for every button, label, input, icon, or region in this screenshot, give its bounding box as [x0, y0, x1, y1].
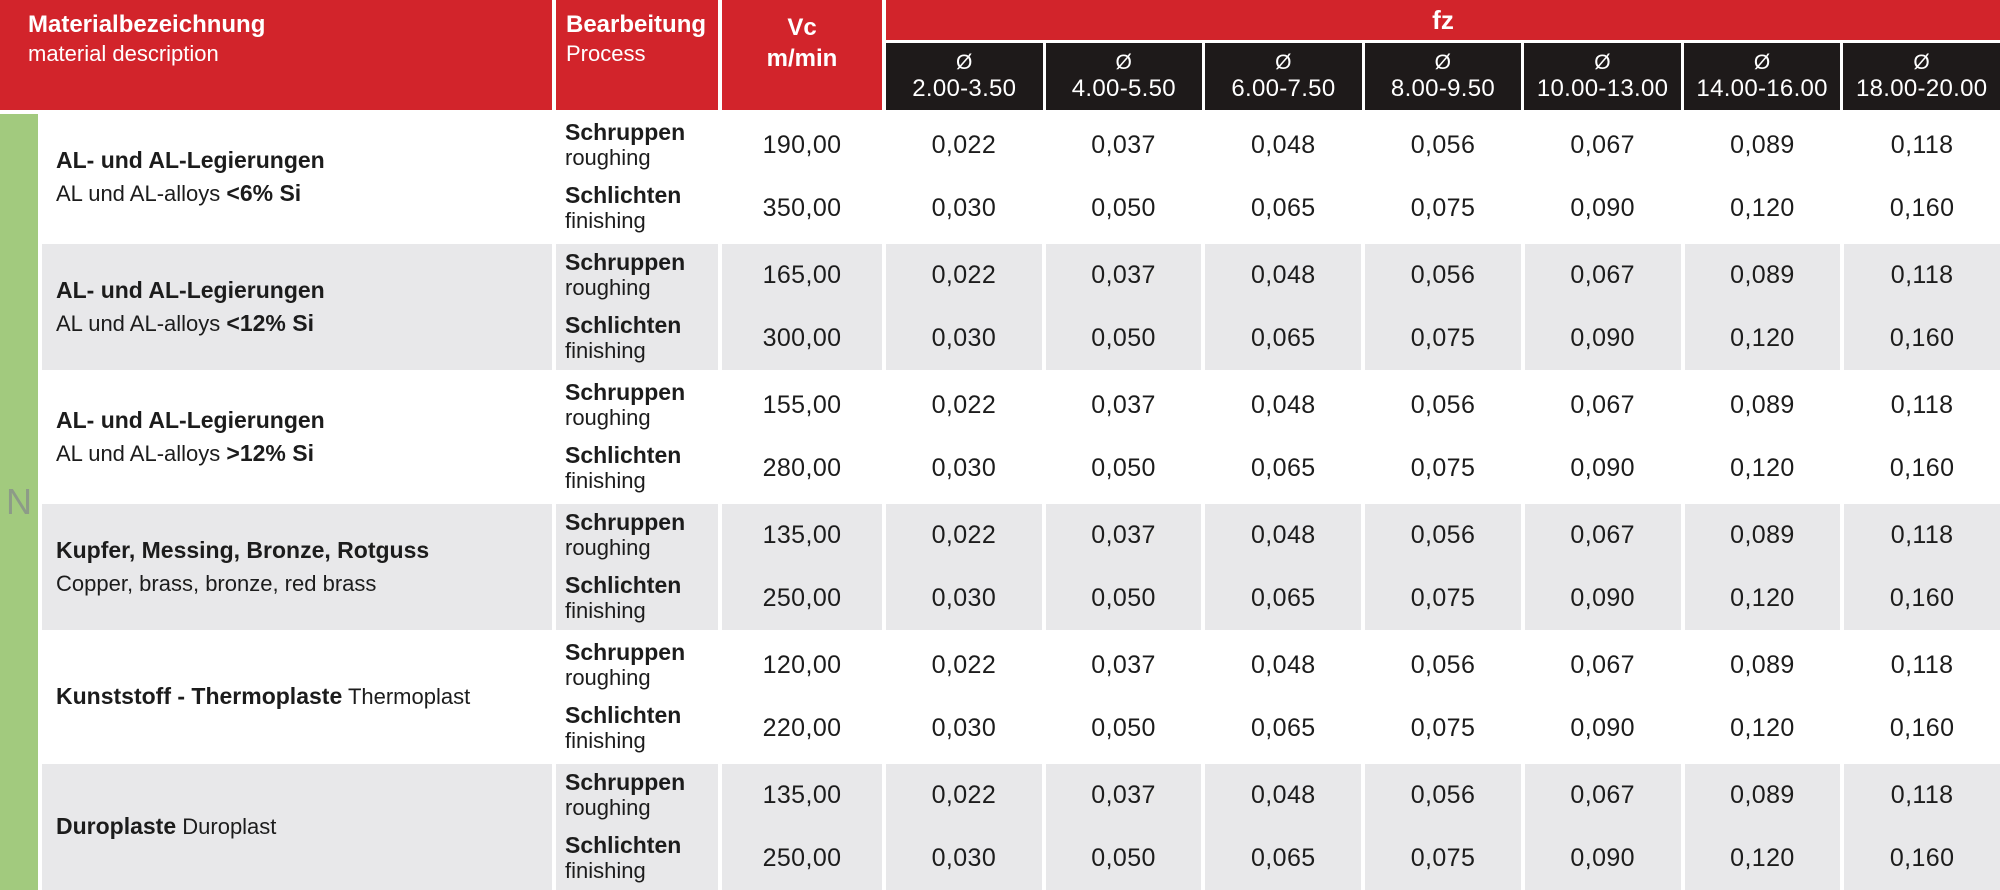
fz-value: 0,089 — [1685, 764, 1841, 827]
diameter-range: 8.00-9.50 — [1390, 74, 1496, 102]
material-header-de: Materialbezeichnung — [28, 11, 266, 38]
diameter-header — [1843, 43, 2000, 110]
fz-value: 0,037 — [1046, 504, 1202, 567]
process-name-en: finishing — [565, 728, 646, 754]
fz-value: 0,065 — [1205, 177, 1361, 240]
iso-group-letter: N — [6, 481, 32, 522]
vc-value: 220,00 — [722, 697, 882, 760]
fz-value: 0,048 — [1205, 764, 1361, 827]
fz-value: 0,118 — [1844, 764, 2000, 827]
fz-value: 0,160 — [1844, 697, 2000, 760]
process-name-de: Schruppen — [565, 639, 686, 666]
material-column-header — [0, 0, 552, 110]
vc-value: 135,00 — [722, 764, 882, 827]
fz-value: 0,056 — [1365, 114, 1521, 177]
fz-value: 0,075 — [1365, 827, 1521, 890]
vc-value: 190,00 — [722, 114, 882, 177]
material-blocks — [42, 114, 2000, 890]
fz-value: 0,160 — [1844, 437, 2000, 500]
process-name-de: Schlichten — [565, 832, 682, 859]
process-cell — [556, 177, 718, 240]
process-name-de: Schlichten — [565, 312, 682, 339]
fz-value: 0,065 — [1205, 437, 1361, 500]
process-name-de: Schruppen — [565, 249, 686, 276]
fz-value: 0,067 — [1525, 244, 1681, 307]
fz-value: 0,075 — [1365, 697, 1521, 760]
fz-value: 0,030 — [886, 177, 1042, 240]
fz-value: 0,030 — [886, 437, 1042, 500]
vc-value: 300,00 — [722, 307, 882, 370]
iso-group-bar — [0, 114, 38, 890]
fz-value: 0,065 — [1205, 697, 1361, 760]
fz-value: 0,067 — [1525, 504, 1681, 567]
material-name-line2: AL und AL-alloys <6% Si — [56, 180, 302, 206]
fz-value: 0,067 — [1525, 634, 1681, 697]
fz-value: 0,089 — [1685, 504, 1841, 567]
diameter-icon: Ø — [1275, 50, 1292, 74]
fz-value: 0,037 — [1046, 634, 1202, 697]
material-name-line1: Duroplaste Duroplast — [56, 813, 277, 840]
process-name-en: roughing — [565, 665, 651, 691]
diameter-header — [1205, 43, 1362, 110]
material-cell — [42, 504, 552, 630]
diameter-header-row — [886, 40, 2000, 110]
fz-value: 0,056 — [1365, 504, 1521, 567]
fz-value: 0,050 — [1046, 177, 1202, 240]
vc-value: 165,00 — [722, 244, 882, 307]
process-name-en: roughing — [565, 405, 651, 431]
fz-value: 0,118 — [1844, 244, 2000, 307]
vc-value: 250,00 — [722, 567, 882, 630]
process-name-de: Schruppen — [565, 509, 686, 536]
fz-value: 0,022 — [886, 114, 1042, 177]
diameter-icon: Ø — [1753, 50, 1771, 74]
fz-value: 0,090 — [1525, 827, 1681, 890]
material-name-line2: AL und AL-alloys <12% Si — [56, 310, 314, 336]
material-cell — [42, 374, 552, 500]
diameter-icon: Ø — [1594, 50, 1611, 74]
process-name-de: Schlichten — [565, 702, 682, 729]
fz-value: 0,089 — [1685, 244, 1841, 307]
fz-value: 0,056 — [1365, 764, 1521, 827]
fz-value: 0,067 — [1525, 764, 1681, 827]
fz-column-group-header — [886, 0, 2000, 110]
fz-value: 0,067 — [1525, 114, 1681, 177]
diameter-header — [1524, 43, 1681, 110]
fz-value: 0,120 — [1685, 437, 1841, 500]
fz-value: 0,048 — [1205, 114, 1361, 177]
material-name-line1: AL- und AL-Legierungen — [56, 406, 325, 433]
fz-value: 0,067 — [1525, 374, 1681, 437]
material-name-line1: Kupfer, Messing, Bronze, Rotguss — [56, 536, 430, 563]
process-header-en: Process — [566, 41, 646, 66]
fz-value: 0,030 — [886, 567, 1042, 630]
process-name-en: roughing — [565, 145, 651, 171]
material-name-line1: AL- und AL-Legierungen — [56, 276, 325, 303]
table-row — [42, 764, 2000, 890]
fz-value: 0,075 — [1365, 177, 1521, 240]
vc-value: 120,00 — [722, 634, 882, 697]
diameter-icon: Ø — [1434, 50, 1452, 74]
diameter-header — [1684, 43, 1841, 110]
vc-value: 250,00 — [722, 827, 882, 890]
fz-value: 0,065 — [1205, 307, 1361, 370]
diameter-range: 14.00-16.00 — [1696, 74, 1828, 102]
material-name-line2: Copper, brass, bronze, red brass — [56, 571, 377, 596]
table-row — [42, 634, 2000, 760]
fz-value: 0,160 — [1844, 307, 2000, 370]
diameter-icon: Ø — [955, 50, 973, 74]
vc-header-unit: m/min — [766, 45, 838, 73]
diameter-range: 10.00-13.00 — [1536, 74, 1669, 102]
fz-value: 0,090 — [1525, 307, 1681, 370]
process-name-de: Schlichten — [565, 182, 682, 209]
diameter-range: 18.00-20.00 — [1855, 74, 1988, 102]
fz-value: 0,050 — [1046, 827, 1202, 890]
vc-header-symbol: Vc — [787, 14, 817, 41]
diameter-icon: Ø — [1115, 50, 1133, 74]
fz-value: 0,030 — [886, 307, 1042, 370]
diameter-range: 6.00-7.50 — [1231, 74, 1336, 102]
fz-value: 0,075 — [1365, 437, 1521, 500]
process-name-en: roughing — [565, 795, 651, 821]
fz-value: 0,120 — [1685, 697, 1841, 760]
fz-value: 0,037 — [1046, 244, 1202, 307]
fz-value: 0,090 — [1525, 177, 1681, 240]
fz-value: 0,120 — [1685, 827, 1841, 890]
diameter-header — [886, 43, 1043, 110]
fz-value: 0,048 — [1205, 244, 1361, 307]
fz-value: 0,048 — [1205, 374, 1361, 437]
process-name-en: roughing — [565, 535, 651, 561]
fz-value: 0,118 — [1844, 374, 2000, 437]
process-column-header — [556, 0, 718, 110]
fz-value: 0,056 — [1365, 374, 1521, 437]
fz-header-label: fz — [1432, 4, 1454, 35]
process-cell — [556, 634, 718, 697]
fz-value: 0,118 — [1844, 114, 2000, 177]
fz-value: 0,022 — [886, 504, 1042, 567]
fz-value: 0,089 — [1685, 634, 1841, 697]
material-name-line1: AL- und AL-Legierungen — [56, 146, 325, 173]
material-name-line1: Kunststoff - Thermoplaste Thermoplast — [56, 683, 471, 710]
fz-value: 0,120 — [1685, 177, 1841, 240]
process-name-de: Schruppen — [565, 379, 686, 406]
fz-value: 0,089 — [1685, 374, 1841, 437]
process-name-de: Schruppen — [565, 769, 686, 796]
diameter-header — [1365, 43, 1522, 110]
process-name-en: roughing — [565, 275, 651, 301]
material-cell — [42, 634, 552, 760]
fz-value: 0,090 — [1525, 697, 1681, 760]
process-cell — [556, 827, 718, 890]
fz-value: 0,022 — [886, 764, 1042, 827]
material-name-line2: AL und AL-alloys >12% Si — [56, 440, 314, 466]
table-row — [42, 374, 2000, 500]
fz-value: 0,120 — [1685, 307, 1841, 370]
vc-value: 350,00 — [722, 177, 882, 240]
fz-value: 0,056 — [1365, 244, 1521, 307]
fz-value: 0,090 — [1525, 437, 1681, 500]
fz-value: 0,030 — [886, 697, 1042, 760]
process-name-en: finishing — [565, 208, 646, 234]
table-body — [0, 114, 2000, 890]
fz-value: 0,037 — [1046, 114, 1202, 177]
fz-value: 0,050 — [1046, 307, 1202, 370]
process-name-de: Schlichten — [565, 572, 682, 599]
vc-column-header — [722, 0, 882, 110]
fz-value: 0,037 — [1046, 374, 1202, 437]
fz-value: 0,075 — [1365, 307, 1521, 370]
fz-value: 0,065 — [1205, 827, 1361, 890]
process-name-en: finishing — [565, 598, 646, 624]
fz-value: 0,048 — [1205, 504, 1361, 567]
process-cell — [556, 437, 718, 500]
fz-value: 0,065 — [1205, 567, 1361, 630]
vc-value: 135,00 — [722, 504, 882, 567]
process-header-de: Bearbeitung — [566, 11, 707, 38]
process-name-en: finishing — [565, 858, 646, 884]
process-cell — [556, 244, 718, 307]
diameter-range: 2.00-3.50 — [912, 74, 1017, 102]
fz-value: 0,030 — [886, 827, 1042, 890]
material-cell — [42, 764, 552, 890]
vc-value: 155,00 — [722, 374, 882, 437]
process-name-de: Schlichten — [565, 442, 682, 469]
table-header — [0, 0, 2000, 110]
fz-value: 0,022 — [886, 634, 1042, 697]
material-cell — [42, 244, 552, 370]
table-row — [42, 244, 2000, 370]
material-cell — [42, 114, 552, 240]
fz-value: 0,056 — [1365, 634, 1521, 697]
process-cell — [556, 114, 718, 177]
diameter-range: 4.00-5.50 — [1071, 74, 1176, 102]
process-cell — [556, 567, 718, 630]
table-row — [42, 504, 2000, 630]
fz-value: 0,050 — [1046, 567, 1202, 630]
process-name-en: finishing — [565, 338, 646, 364]
fz-value: 0,118 — [1844, 504, 2000, 567]
process-cell — [556, 764, 718, 827]
fz-value: 0,118 — [1844, 634, 2000, 697]
fz-value: 0,050 — [1046, 697, 1202, 760]
process-cell — [556, 504, 718, 567]
process-name-de: Schruppen — [565, 119, 686, 146]
process-cell — [556, 374, 718, 437]
fz-value: 0,050 — [1046, 437, 1202, 500]
process-cell — [556, 307, 718, 370]
fz-value: 0,089 — [1685, 114, 1841, 177]
material-header-en: material description — [28, 41, 219, 66]
fz-value: 0,022 — [886, 374, 1042, 437]
process-name-en: finishing — [565, 468, 646, 494]
table-row — [42, 114, 2000, 240]
fz-value: 0,160 — [1844, 177, 2000, 240]
fz-value: 0,022 — [886, 244, 1042, 307]
fz-value: 0,075 — [1365, 567, 1521, 630]
vc-value: 280,00 — [722, 437, 882, 500]
process-cell — [556, 697, 718, 760]
fz-value: 0,048 — [1205, 634, 1361, 697]
diameter-icon: Ø — [1913, 50, 1931, 74]
fz-value: 0,160 — [1844, 827, 2000, 890]
diameter-header — [1046, 43, 1203, 110]
fz-value: 0,090 — [1525, 567, 1681, 630]
fz-value: 0,160 — [1844, 567, 2000, 630]
fz-value: 0,120 — [1685, 567, 1841, 630]
fz-value: 0,037 — [1046, 764, 1202, 827]
